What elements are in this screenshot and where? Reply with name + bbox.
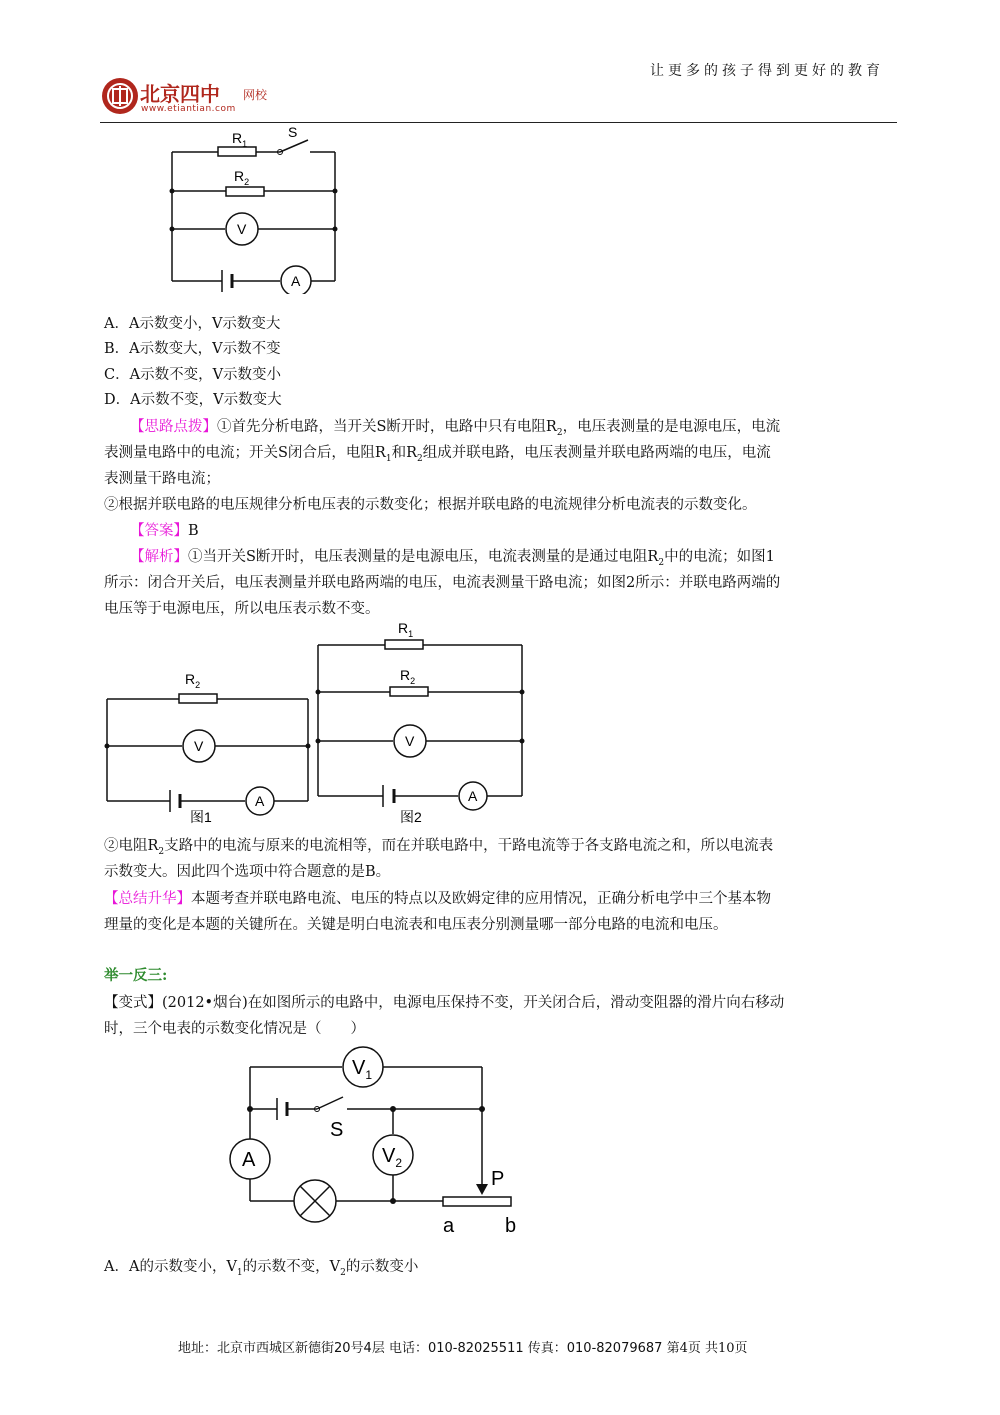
option-c: C．A示数不变，V示数变小 (104, 367, 282, 383)
analysis-line-2: 所示：闭合开关后，电压表测量并联电路两端的电压，电流表测量干路电流；如图2所示：并联电路两端的 (104, 575, 781, 591)
rheostat-end-b: b (505, 1215, 517, 1237)
option-d: D．A示数不变，V示数变大 (104, 392, 282, 408)
hint-line-1: 【思路点拨】①首先分析电路，当开关S断开时，电路中只有电阻$R_2$，电压表测量的是电源电压，电流 (130, 419, 781, 438)
fig1-voltmeter-label: V (194, 738, 204, 754)
fig2-voltmeter-label: V (405, 733, 415, 749)
v1-label: $V_1$ (352, 1057, 373, 1082)
fig2-caption: 图2 (400, 809, 422, 825)
fig1-caption: 图1 (190, 809, 212, 825)
school-logo-icon (100, 76, 140, 116)
r1-label: $R_1$ (232, 130, 248, 149)
rheostat-end-a: a (443, 1215, 455, 1237)
circuit-diagram-1 (160, 124, 350, 294)
switch-label: S (288, 124, 298, 140)
footer (178, 1337, 748, 1356)
r2-label: $R_2$ (234, 168, 250, 187)
logo-url: www.etiantian.com (141, 104, 236, 114)
logo-subtitle: 网校 (243, 88, 268, 102)
switch-label: S (330, 1119, 344, 1141)
analysis-line-1: 【解析】①当开关S断开时，电压表测量的是电源电压，电流表测量的是通过电阻$R_2$中的电流；如图1 (130, 549, 775, 568)
fig1-ammeter-label: A (255, 793, 265, 809)
fig2-r1-label: $R_1$ (398, 620, 414, 639)
analysis-line-4: ②电阻$R_2$支路中的电流与原来的电流相等，而在并联电路中，干路电流等于各支路电流之和，所以电流表 (104, 838, 774, 857)
analysis-line-3: 电压等于电源电压，所以电压表示数不变。 (104, 601, 380, 617)
header-divider (100, 122, 897, 123)
footer-address: 地址：北京市西城区新德街20号4层 电话：010-82025511 传真：010-82079687 (178, 1341, 663, 1356)
summary-line-2: 理量的变化是本题的关键所在。关键是明白电流表和电压表分别测量哪一部分电路的电流和电压。 (104, 917, 728, 933)
logo-title: 北京四中 (140, 82, 220, 106)
hint-line-3: 表测量干路电流； (104, 471, 220, 487)
hint-tag: 【思路点拨】 (130, 419, 217, 435)
ammeter-label: A (242, 1149, 256, 1171)
v2-label: $V_2$ (382, 1145, 403, 1170)
footer-page: 第4页 共10页 (666, 1341, 748, 1356)
hint-line-4: ②根据并联电路的电压规律分析电压表的示数变化；根据并联电路的电流规律分析电流表的示数变化。 (104, 497, 757, 513)
answer-line: 【答案】B (130, 523, 199, 539)
ammeter-label: A (291, 273, 301, 289)
option-b: B．A示数变大，V示数不变 (104, 341, 281, 357)
fig2-ammeter-label: A (468, 788, 478, 804)
variant-line-1: 【变式】(2012•烟台)在如图所示的电路中，电源电压保持不变，开关闭合后，滑动变阻器的滑片向右移动 (104, 995, 785, 1011)
summary-line-1: 【总结升华】本题考查并联电路电流、电压的特点以及欧姆定律的应用情况，正确分析电学中三个基本物 (104, 891, 771, 907)
fig1-r2-label: $R_2$ (185, 671, 201, 690)
header-slogan: 让更多的孩子得到更好的教育 (650, 63, 884, 79)
hint-line-2: 表测量电路中的电流；开关S闭合后，电阻$R_1$和$R_2$组成并联电路，电压表测量并联电路两端的电压，电流 (104, 445, 771, 464)
variant-line-2: 时，三个电表的示数变化情况是（ ） (104, 1021, 365, 1037)
option-a: A．A示数变小，V示数变大 (104, 316, 281, 332)
voltmeter-label: V (237, 221, 247, 237)
analysis-line-5: 示数变大。因此四个选项中符合题意的是B。 (104, 864, 391, 880)
circuit-diagram-3 (225, 1042, 535, 1240)
variant-option-a: A．A的示数变小，$V_1$的示数不变，$V_2$的示数变小 (104, 1259, 419, 1278)
circuit-figures-1-2 (100, 618, 530, 828)
section-title: 举一反三: (104, 967, 168, 984)
slider-p-label: P (491, 1168, 505, 1190)
fig2-r2-label: $R_2$ (400, 667, 416, 686)
